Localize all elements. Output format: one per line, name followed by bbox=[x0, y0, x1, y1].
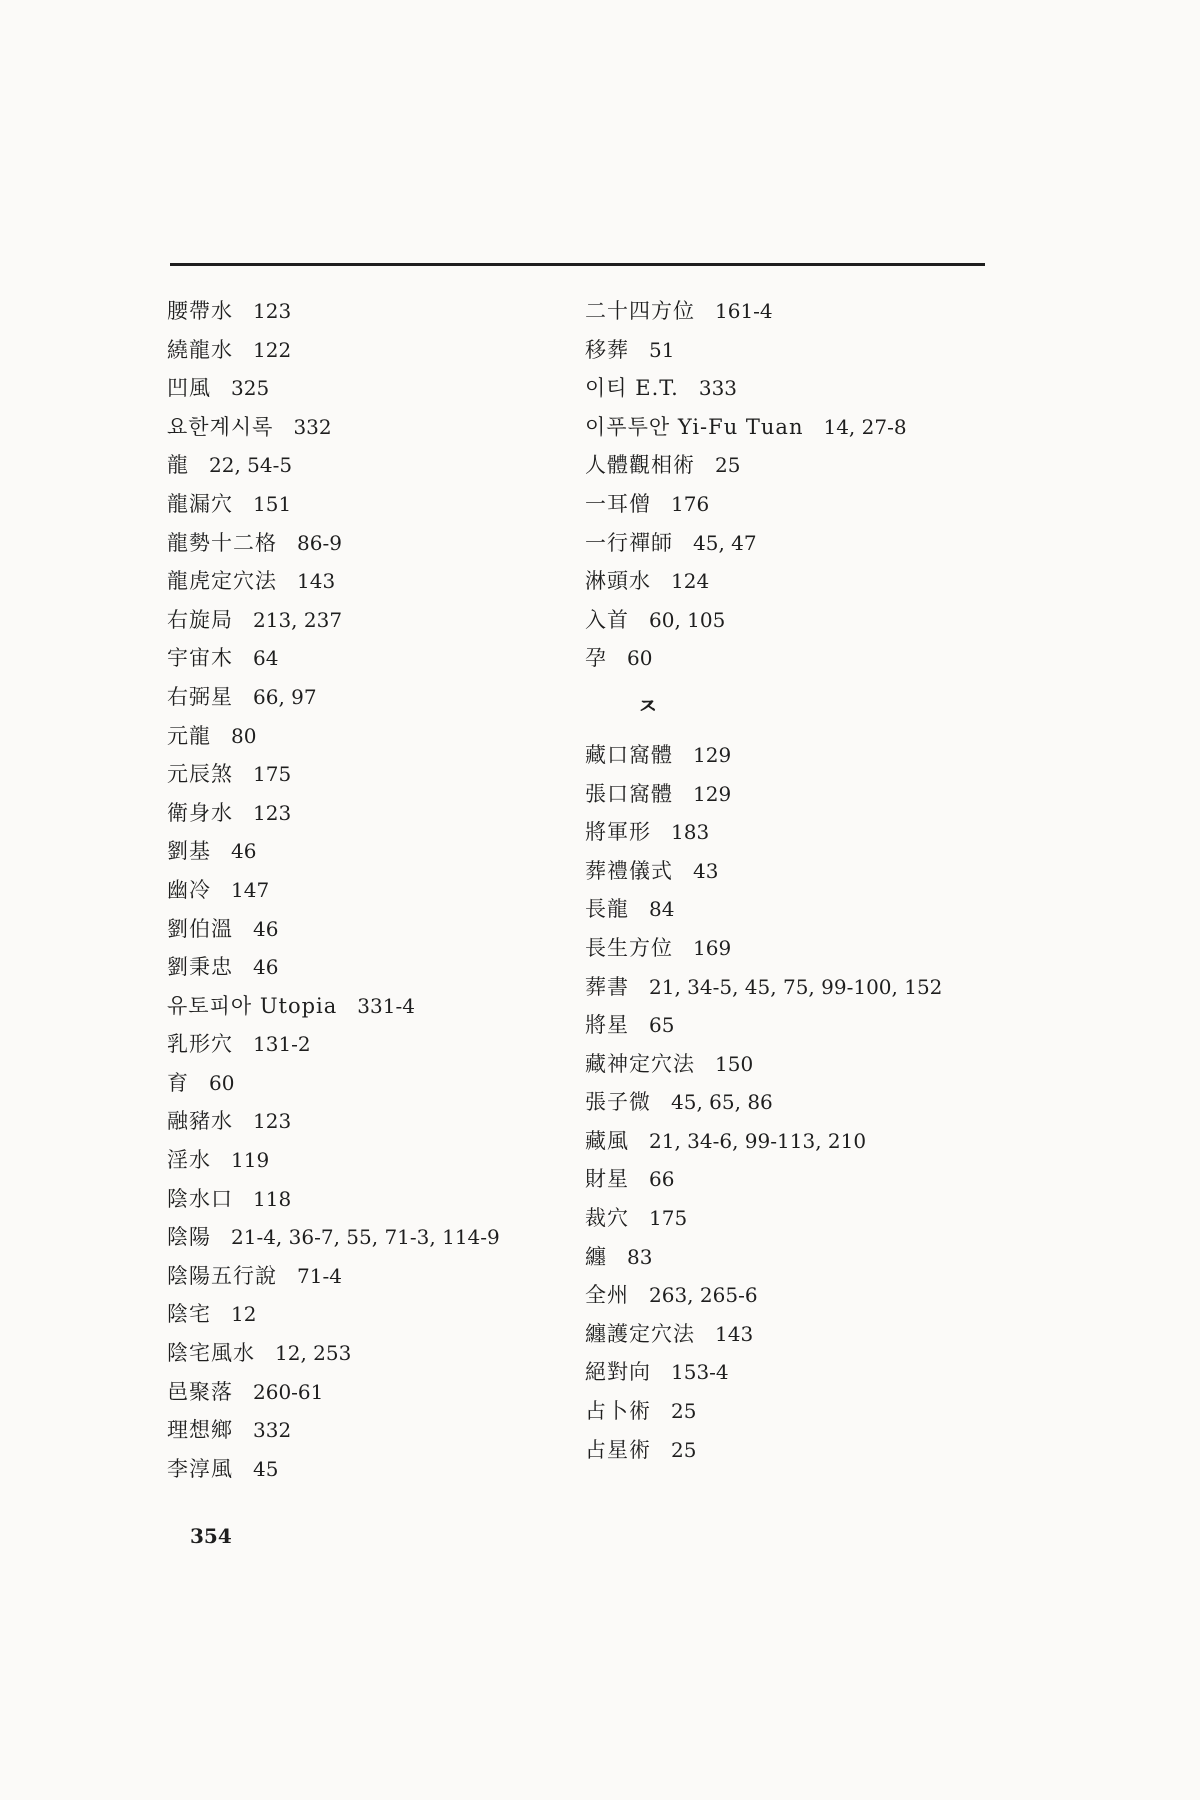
index-pages: 175 bbox=[253, 762, 292, 787]
index-entry bbox=[167, 1295, 587, 1334]
index-term: 龍勢十二格 bbox=[167, 530, 277, 555]
index-pages: 131-2 bbox=[253, 1032, 311, 1057]
index-entry bbox=[585, 562, 1005, 601]
index-entry bbox=[585, 1276, 1005, 1315]
index-entry bbox=[167, 678, 587, 717]
index-pages: 25 bbox=[671, 1399, 697, 1424]
index-term: 長龍 bbox=[585, 897, 629, 922]
index-entry bbox=[167, 639, 587, 678]
index-pages: 22, 54-5 bbox=[209, 453, 293, 478]
index-term: 淫水 bbox=[167, 1148, 211, 1173]
index-term: 移葬 bbox=[585, 337, 629, 362]
index-pages: 84 bbox=[649, 897, 675, 922]
index-pages: 43 bbox=[693, 858, 719, 883]
index-pages: 21, 34-6, 99-113, 210 bbox=[649, 1128, 867, 1153]
index-column-left bbox=[167, 292, 587, 1488]
index-entry bbox=[167, 1180, 587, 1219]
index-pages: 332 bbox=[293, 414, 332, 439]
index-entry bbox=[585, 1122, 1005, 1161]
index-term: 繞龍水 bbox=[167, 337, 233, 362]
index-pages: 46 bbox=[231, 839, 257, 864]
index-entry bbox=[585, 1160, 1005, 1199]
index-term: 陰宅風水 bbox=[167, 1341, 255, 1366]
index-term: 右弼星 bbox=[167, 684, 233, 709]
index-entry bbox=[167, 871, 587, 910]
index-pages: 65 bbox=[649, 1013, 675, 1038]
index-term: 張口窩體 bbox=[585, 781, 673, 806]
index-pages: 66, 97 bbox=[253, 684, 317, 709]
index-entry bbox=[585, 1083, 1005, 1122]
index-pages: 83 bbox=[627, 1244, 653, 1269]
section-heading: ㅈ bbox=[637, 693, 659, 720]
index-term: 人體觀相術 bbox=[585, 453, 695, 478]
index-term: 纏 bbox=[585, 1244, 607, 1269]
header-rule bbox=[170, 263, 985, 266]
index-term: 이티 E.T. bbox=[585, 376, 679, 401]
index-entry bbox=[585, 736, 1005, 775]
index-term: 李淳風 bbox=[167, 1456, 233, 1481]
index-pages: 129 bbox=[693, 781, 732, 806]
index-term: 孕 bbox=[585, 646, 607, 671]
index-pages: 80 bbox=[231, 723, 257, 748]
index-term: 全州 bbox=[585, 1283, 629, 1308]
index-term: 邑聚落 bbox=[167, 1379, 233, 1404]
index-term: 乳形穴 bbox=[167, 1032, 233, 1057]
index-column-right bbox=[585, 292, 1005, 1469]
index-entry bbox=[167, 1373, 587, 1412]
index-term: 藏口窩體 bbox=[585, 742, 673, 767]
index-term: 占卜術 bbox=[585, 1399, 651, 1424]
index-pages: 60, 105 bbox=[649, 607, 726, 632]
index-term: 絕對向 bbox=[585, 1360, 651, 1385]
index-entry bbox=[585, 408, 1005, 447]
index-entry bbox=[167, 948, 587, 987]
index-term: 二十四方位 bbox=[585, 299, 695, 323]
index-term: 融豬水 bbox=[167, 1109, 233, 1134]
index-term: 一行禪師 bbox=[585, 530, 673, 555]
index-term: 劉基 bbox=[167, 839, 211, 864]
index-pages: 64 bbox=[253, 646, 279, 671]
index-pages: 123 bbox=[253, 299, 292, 323]
index-pages: 60 bbox=[209, 1070, 235, 1095]
index-pages: 46 bbox=[253, 916, 279, 941]
index-pages: 21, 34-5, 45, 75, 99-100, 152 bbox=[649, 974, 943, 999]
index-pages: 45, 47 bbox=[693, 530, 757, 555]
index-term: 幽冷 bbox=[167, 877, 211, 902]
index-pages: 118 bbox=[253, 1186, 292, 1211]
index-term: 宇宙木 bbox=[167, 646, 233, 671]
index-pages: 161-4 bbox=[715, 299, 773, 323]
index-term: 將星 bbox=[585, 1013, 629, 1038]
index-entry bbox=[585, 601, 1005, 640]
index-entry bbox=[585, 485, 1005, 524]
index-entry bbox=[167, 1411, 587, 1450]
index-pages: 66 bbox=[649, 1167, 675, 1192]
index-term: 財星 bbox=[585, 1167, 629, 1192]
index-pages: 14, 27-8 bbox=[823, 414, 907, 439]
index-term: 元辰煞 bbox=[167, 762, 233, 787]
index-pages: 45 bbox=[253, 1456, 279, 1481]
index-term: 裁穴 bbox=[585, 1206, 629, 1231]
index-entry bbox=[585, 1353, 1005, 1392]
page-number: 354 bbox=[190, 1524, 232, 1548]
index-entry bbox=[585, 775, 1005, 814]
index-pages: 333 bbox=[698, 376, 738, 401]
index-term: 育 bbox=[167, 1070, 189, 1095]
index-term: 一耳僧 bbox=[585, 491, 651, 516]
index-pages: 129 bbox=[693, 742, 732, 767]
index-pages: 183 bbox=[671, 820, 710, 845]
index-entry bbox=[585, 331, 1005, 370]
index-term: 葬禮儀式 bbox=[585, 858, 673, 883]
index-term: 龍漏穴 bbox=[167, 491, 233, 516]
index-pages: 153-4 bbox=[671, 1360, 729, 1385]
index-pages: 332 bbox=[253, 1418, 292, 1443]
index-term: 占星術 bbox=[585, 1437, 651, 1462]
index-entry bbox=[585, 524, 1005, 563]
index-pages: 260-61 bbox=[253, 1379, 324, 1404]
index-entry bbox=[167, 601, 587, 640]
index-term: 凹風 bbox=[167, 376, 211, 401]
index-entry bbox=[585, 1315, 1005, 1354]
index-entry bbox=[167, 1218, 587, 1257]
index-pages: 325 bbox=[231, 376, 270, 401]
index-entry bbox=[167, 1257, 587, 1296]
index-pages: 45, 65, 86 bbox=[671, 1090, 773, 1115]
index-term: 纏護定穴法 bbox=[585, 1321, 695, 1346]
index-term: 陰陽 bbox=[167, 1225, 211, 1250]
index-term: 張子微 bbox=[585, 1090, 651, 1115]
index-pages: 331-4 bbox=[357, 993, 415, 1018]
index-entry bbox=[585, 1238, 1005, 1277]
index-term: 入首 bbox=[585, 607, 629, 632]
index-term: 陰水口 bbox=[167, 1186, 233, 1211]
index-term: 將軍形 bbox=[585, 820, 651, 845]
index-entry bbox=[585, 852, 1005, 891]
index-entry bbox=[167, 292, 587, 331]
index-term: 元龍 bbox=[167, 723, 211, 748]
index-pages: 123 bbox=[253, 1109, 292, 1134]
index-entry bbox=[167, 755, 587, 794]
index-entry bbox=[167, 562, 587, 601]
index-pages: 147 bbox=[231, 877, 270, 902]
index-entry bbox=[167, 1334, 587, 1373]
index-term: 藏風 bbox=[585, 1128, 629, 1153]
index-entry bbox=[167, 524, 587, 563]
index-entry bbox=[167, 446, 587, 485]
index-term: 陰陽五行說 bbox=[167, 1263, 277, 1288]
index-term: 理想鄉 bbox=[167, 1418, 233, 1443]
index-pages: 123 bbox=[253, 800, 292, 825]
index-term: 長生方位 bbox=[585, 935, 673, 960]
index-term: 龍虎定穴法 bbox=[167, 569, 277, 594]
index-pages: 176 bbox=[671, 491, 710, 516]
index-entry bbox=[167, 1102, 587, 1141]
index-entry bbox=[585, 639, 1005, 678]
index-entry bbox=[167, 794, 587, 833]
index-entry bbox=[167, 485, 587, 524]
index-entry bbox=[585, 929, 1005, 968]
index-entry bbox=[167, 331, 587, 370]
index-term: 衛身水 bbox=[167, 800, 233, 825]
index-pages: 119 bbox=[231, 1148, 270, 1173]
index-pages: 150 bbox=[715, 1051, 754, 1076]
index-entry bbox=[167, 369, 587, 408]
index-entry bbox=[585, 446, 1005, 485]
index-entry bbox=[167, 987, 587, 1026]
index-entry bbox=[585, 890, 1005, 929]
index-pages: 46 bbox=[253, 955, 279, 980]
index-term: 腰帶水 bbox=[167, 299, 233, 323]
index-entry bbox=[585, 292, 1005, 331]
index-pages: 143 bbox=[297, 569, 336, 594]
index-pages: 60 bbox=[627, 646, 653, 671]
index-entry bbox=[167, 408, 587, 447]
index-pages: 175 bbox=[649, 1206, 688, 1231]
index-pages: 143 bbox=[715, 1321, 754, 1346]
index-term: 劉秉忠 bbox=[167, 955, 233, 980]
index-term: 요한계시록 bbox=[167, 414, 274, 439]
index-term: 陰宅 bbox=[167, 1302, 211, 1327]
index-term: 유토피아 Utopia bbox=[167, 993, 338, 1018]
index-entry bbox=[167, 910, 587, 949]
index-pages: 124 bbox=[671, 569, 710, 594]
index-entry bbox=[585, 1199, 1005, 1238]
index-pages: 51 bbox=[649, 337, 675, 362]
index-entry bbox=[167, 1064, 587, 1103]
index-entry bbox=[167, 1450, 587, 1489]
index-term: 右旋局 bbox=[167, 607, 233, 632]
index-entry bbox=[167, 1025, 587, 1064]
index-pages: 263, 265-6 bbox=[649, 1283, 758, 1308]
index-term: 淋頭水 bbox=[585, 569, 651, 594]
index-term: 이푸투안 Yi-Fu Tuan bbox=[585, 414, 804, 439]
index-entry bbox=[585, 1006, 1005, 1045]
index-entry bbox=[167, 1141, 587, 1180]
index-term: 龍 bbox=[167, 453, 189, 478]
index-pages: 25 bbox=[671, 1437, 697, 1462]
index-term: 葬書 bbox=[585, 974, 629, 999]
index-pages: 12 bbox=[231, 1302, 257, 1327]
index-pages: 71-4 bbox=[297, 1263, 342, 1288]
index-pages: 151 bbox=[253, 491, 292, 516]
index-pages: 86-9 bbox=[297, 530, 342, 555]
index-pages: 21-4, 36-7, 55, 71-3, 114-9 bbox=[231, 1225, 500, 1250]
index-pages: 213, 237 bbox=[253, 607, 343, 632]
index-term: 劉伯溫 bbox=[167, 916, 233, 941]
index-entry bbox=[585, 369, 1005, 408]
index-entry bbox=[585, 1431, 1005, 1470]
index-pages: 122 bbox=[253, 337, 292, 362]
index-entry bbox=[167, 717, 587, 756]
index-entry bbox=[585, 1045, 1005, 1084]
index-entry bbox=[585, 968, 1005, 1007]
index-pages: 169 bbox=[693, 935, 732, 960]
index-entry bbox=[167, 832, 587, 871]
index-entry bbox=[585, 813, 1005, 852]
index-entry bbox=[585, 1392, 1005, 1431]
index-pages: 25 bbox=[715, 453, 741, 478]
index-term: 藏神定穴法 bbox=[585, 1051, 695, 1076]
index-pages: 12, 253 bbox=[275, 1341, 352, 1366]
